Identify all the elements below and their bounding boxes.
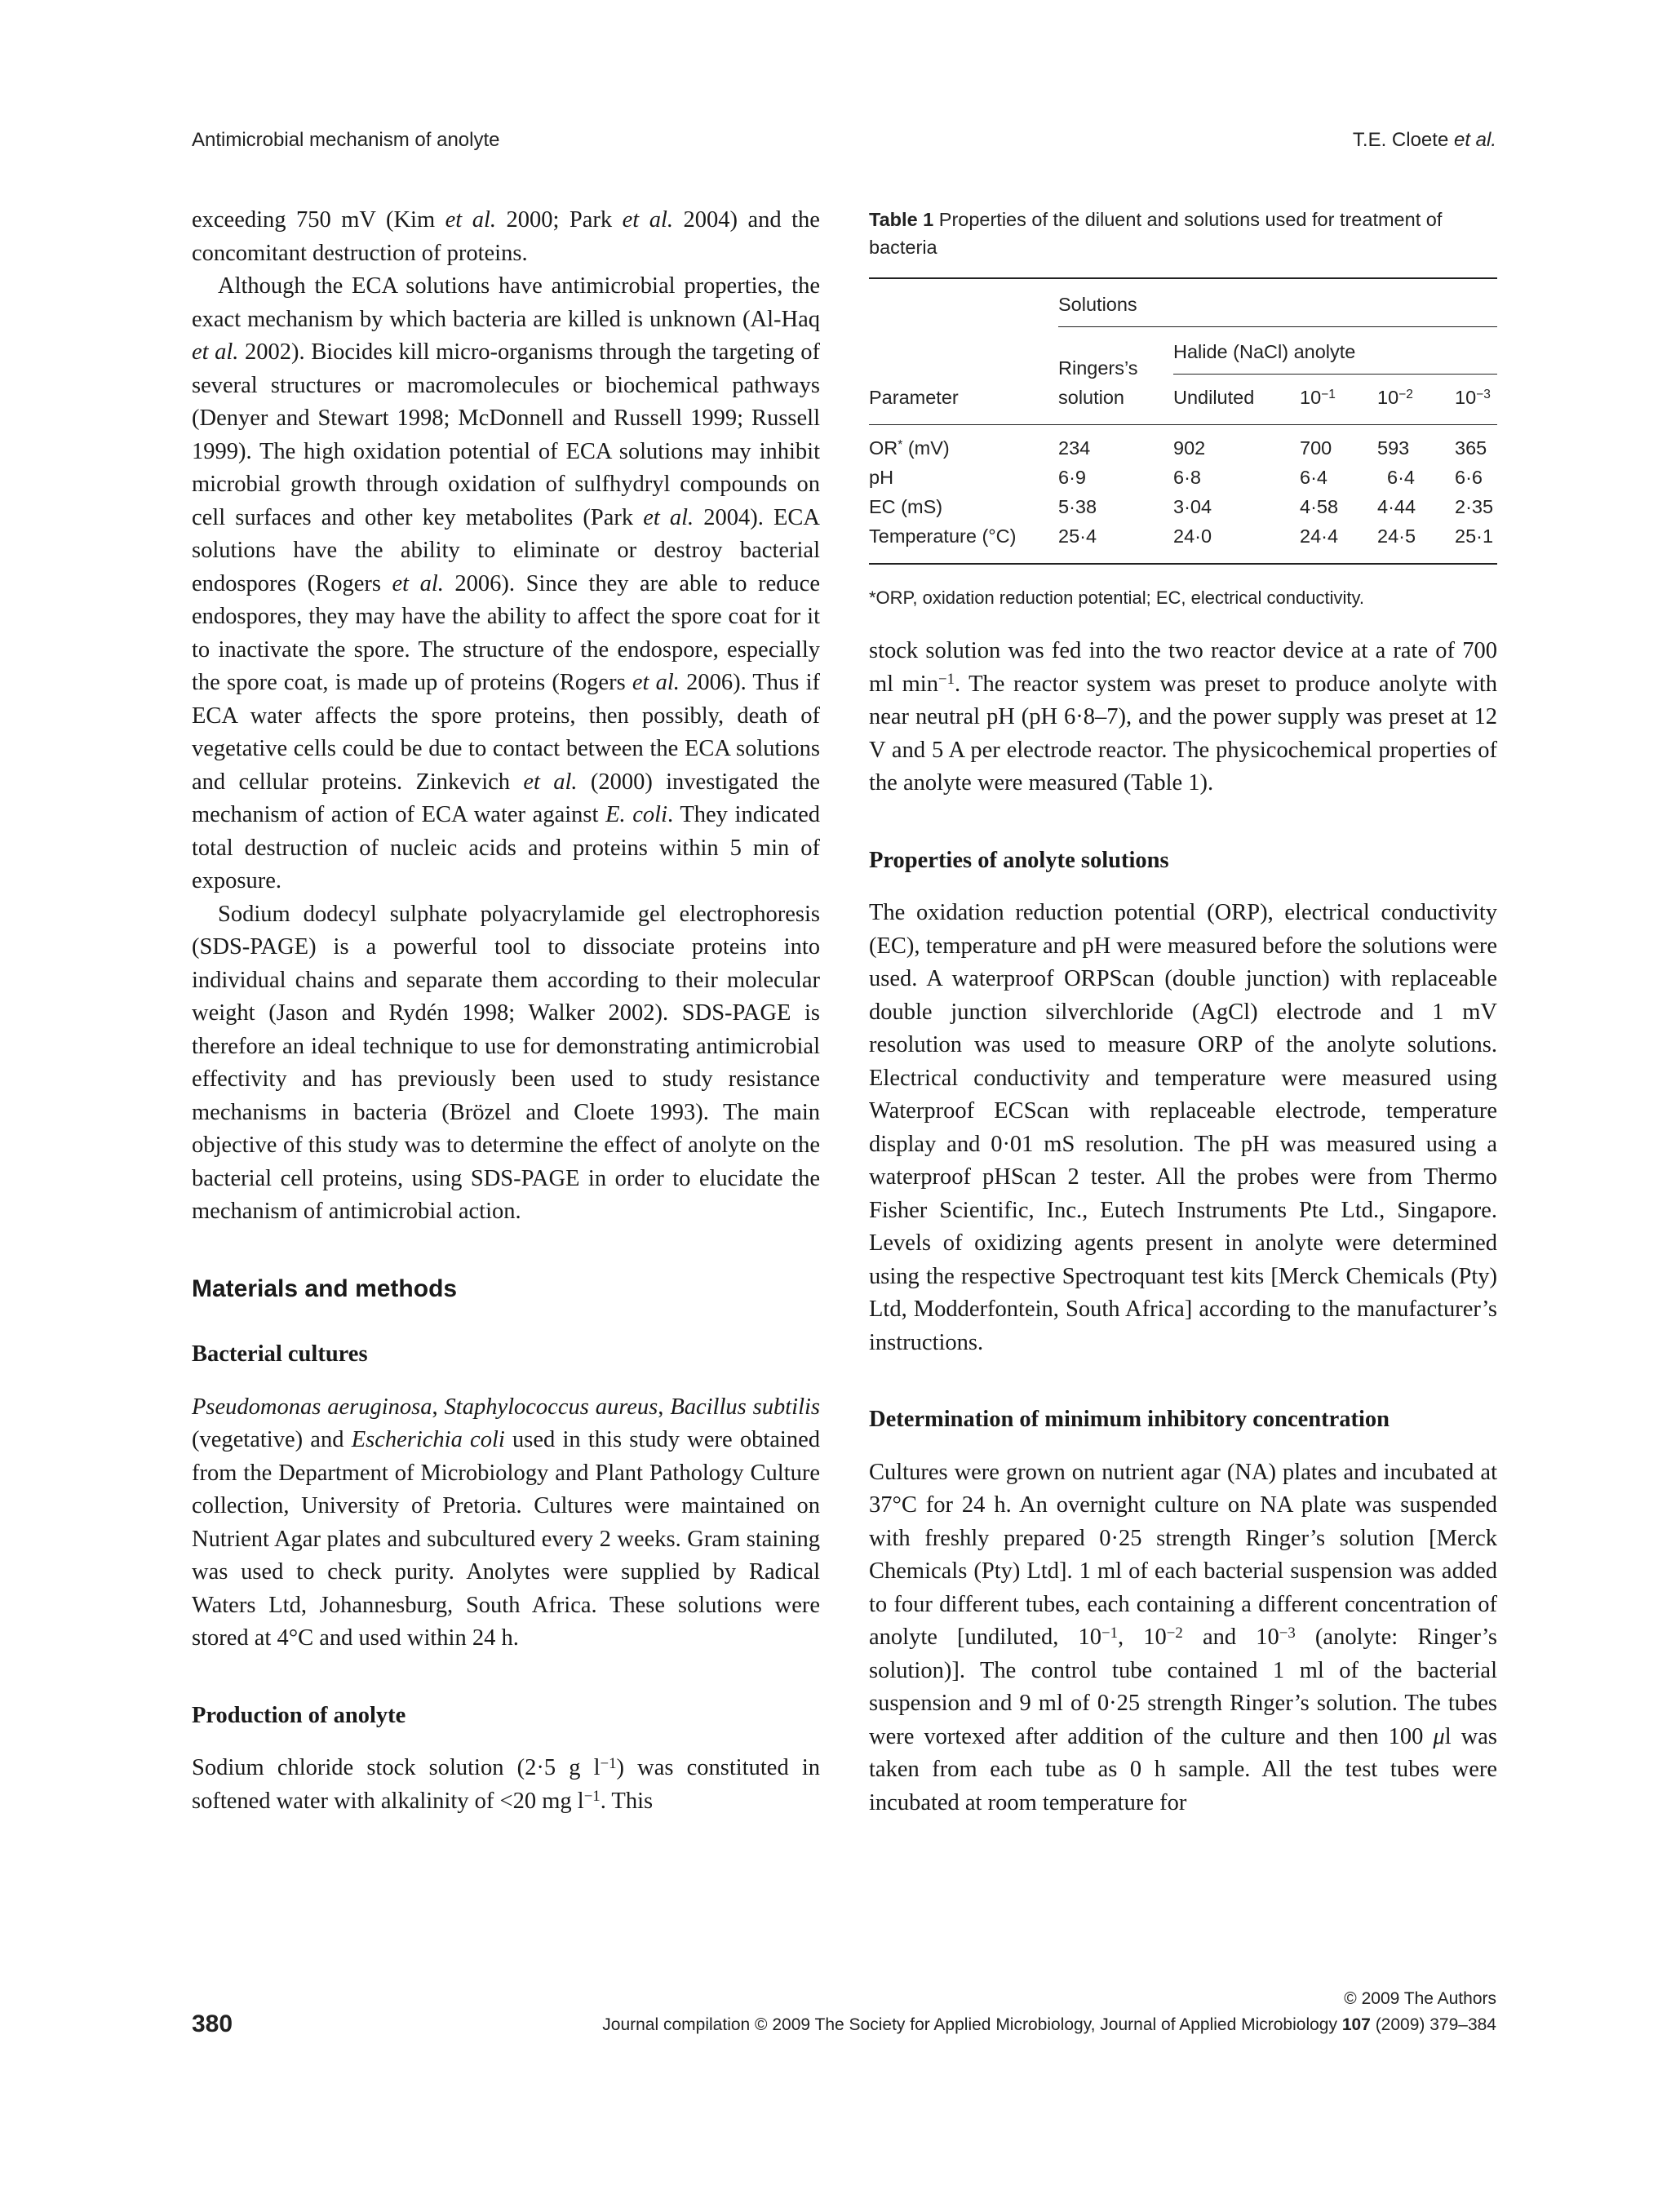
running-title: Antimicrobial mechanism of anolyte	[192, 129, 500, 151]
paragraph: Pseudomonas aeruginosa, Staphylococcus aureus, Bacillus subtilis (vegetative) and Escherichia coli used in this study were obtained from the Department of Microbiology and Plant Pathology Culture collection, University of Pretoria. Cultures were maintained on Nutrient Agar plates and subcultured every 2 weeks. Gram staining was used to check purity. Anolytes were supplied by Radical Waters Ltd, Johannesburg, South Africa. These solutions were stored at 4°C and used within 24 h.	[192, 1394, 821, 1651]
col-header-halide: Halide (NaCl) anolyte	[1173, 341, 1356, 362]
table-cell: 700	[1300, 437, 1332, 459]
table-cell: 4·58	[1300, 496, 1339, 517]
table-cell: 25·1	[1455, 525, 1494, 547]
col-header-parameter: Parameter	[869, 387, 959, 408]
table-1	[869, 206, 1497, 610]
page-number: 380	[192, 2010, 233, 2037]
subsection-heading-mic: Determination of minimum inhibitory concentration	[869, 1407, 1390, 1432]
col-header-dilution-2: $10^{-2}$	[1377, 387, 1413, 408]
table-cell-param: Temperature (°C)	[869, 525, 1017, 547]
section-heading-materials: Materials and methods	[192, 1274, 458, 1302]
left-column	[192, 204, 820, 1818]
paragraph: Sodium chloride stock solution (2·5 g $l^{-1}$) was constituted in softened water with alkalinity of <20 mg $l^{-1}$. This	[192, 1754, 821, 1814]
table-cell: 25·4	[1058, 525, 1097, 547]
subsection-heading-bacterial-cultures: Bacterial cultures	[192, 1341, 368, 1367]
table-cell: 234	[1058, 437, 1091, 459]
table-cell: 6·9	[1058, 467, 1086, 488]
table-cell: 6·4	[1300, 467, 1327, 488]
journal-line: Journal compilation © 2009 The Society for Applied Microbiology, Journal of Applied Microbiology 107 (2009) 379–384	[602, 2015, 1496, 2034]
col-header-solutions: Solutions	[1058, 294, 1137, 315]
copyright-line: © 2009 The Authors	[1344, 1989, 1496, 2008]
table-cell: 593	[1377, 437, 1410, 459]
table-cell: 2·35	[1455, 496, 1494, 517]
table-cell: 24·0	[1173, 525, 1212, 547]
col-header-dilution-3: $10^{-3}$	[1455, 387, 1491, 408]
table-cell: 24·4	[1300, 525, 1339, 547]
table-caption: Table 1 Properties of the diluent and solutions used for treatment of bacteria	[869, 209, 1443, 258]
col-header-ringers-2: solution	[1058, 387, 1124, 408]
table-cell: 6·6	[1455, 467, 1483, 488]
table-body	[869, 277, 1497, 579]
col-header-ringers: Ringers’s	[1058, 357, 1138, 379]
table-cell: 6·4	[1387, 467, 1415, 488]
col-header-dilution-1: $10^{-1}$	[1300, 387, 1336, 408]
paragraph: Cultures were grown on nutrient agar (NA) plates and incubated at 37°C for 24 h. An overnight culture on NA plate was suspended with freshly prepared 0·25 strength Ringer’s solution [Merck Chemicals (Pty) Ltd]. 1 ml of each bacterial suspension was added to four different tubes, each containing a different concentration of anolyte [undiluted, $10^{-1}$, $10^{-2}$ and $10^{-3}$ (anolyte: Ringer’s solution)]. The control tube contained 1 ml of the bacterial suspension and 9 ml of 0·25 strength Ringer’s solution. The tubes were vortexed after addition of the culture and then 100 μl was taken from each tube as 0 h sample. All the test tubes were incubated at room temperature for	[869, 1459, 1498, 1815]
subsection-heading-properties: Properties of anolyte solutions	[869, 847, 1169, 873]
table-cell-param: EC (mS)	[869, 496, 943, 517]
table-cell: 365	[1455, 437, 1487, 459]
table-cell: 4·44	[1377, 496, 1416, 517]
table-cell: 902	[1173, 437, 1206, 459]
col-header-undiluted: Undiluted	[1173, 387, 1255, 408]
paragraph: Sodium dodecyl sulphate polyacrylamide gel electrophoresis (SDS-PAGE) is a powerful tool to dissociate proteins into individual chains and separate them according to their molecular weight (Jason and Rydén 1998; Walker 2002). SDS-PAGE is therefore an ideal technique to use for demonstrating antimicrobial effectivity and has previously been used to study resistance mechanisms in bacteria (Brözel and Cloete 1993). The main objective of this study was to determine the effect of anolyte on the bacterial cell proteins, using SDS-PAGE in order to elucidate the mechanism of antimicrobial action.	[192, 901, 820, 1224]
subsection-heading-production: Production of anolyte	[192, 1702, 406, 1728]
paragraph: exceeding 750 mV (Kim et al. 2000; Park et al. 2004) and the concomitant destruction of proteins.	[192, 207, 820, 266]
paragraph: The oxidation reduction potential (ORP), electrical conductivity (EC), temperature and pH were measured before the solutions were used. A waterproof ORPScan (double junction) with replaceable double junction silverchloride (AgCl) electrode and 1 mV resolution was used to measure ORP of the anolyte solutions. Electrical conductivity and temperature were measured using Waterproof ECScan with replaceable electrode, temperature display and 0·01 mS resolution. The pH was measured using a waterproof pHScan 2 tester. All the probes were from Thermo Fisher Scientific, Inc., Eutech Instruments Pte Ltd., Singapore. Levels of oxidizing agents present in anolyte were determined using the respective Spectroquant test kits [Merck Chemicals (Pty) Ltd, Modderfontein, South Africa] according to the manufacturer’s instructions.	[869, 900, 1497, 1355]
running-authors: T.E. Cloete et al.	[1352, 129, 1496, 151]
paragraph: Although the ECA solutions have antimicrobial properties, the exact mechanism by which bacteria are killed is unknown (Al-Haq et al. 2002). Biocides kill micro-organisms through the targeting of several structures or macromolecules or biochemical pathways (Denyer and Stewart 1998; McDonnell and Russell 1999; Russell 1999). The high oxidation potential of ECA solutions may inhibit microbial growth through oxidation of sulfhydryl compounds on cell surfaces and other key metabolites (Park et al. 2004). ECA solutions have the ability to eliminate or destroy bacterial endospores (Rogers et al. 2006). Since they are able to reduce endospores, they may have the ability to affect the spore coat for it to inactivate the spore. The structure of the endospore, especially the spore coat, is made up of proteins (Rogers et al. 2006). Thus if ECA water affects the spore proteins, then possibly, death of vegetative cells could be due to contact between the ECA solutions and cellular proteins. Zinkevich et al. (2000) investigated the mechanism of action of ECA water against E. coli. They indicated total destruction of nucleic acids and proteins within 5 min of exposure.	[192, 273, 821, 893]
table-cell: 3·04	[1173, 496, 1212, 517]
paragraph: stock solution was fed into the two reactor device at a rate of 700 ml $\min^{-1}$. The reactor system was preset to produce anolyte with near neutral pH (pH 6·8–7), and the power supply was preset at 12 V and 5 A per electrode reactor. The physicochemical properties of the anolyte were measured (Table 1).	[869, 638, 1497, 796]
right-column	[869, 635, 1497, 1820]
table-cell: 5·38	[1058, 496, 1097, 517]
table-cell-param: OR* (mV)	[869, 437, 950, 459]
table-cell: 6·8	[1173, 467, 1201, 488]
table-cell: 24·5	[1377, 525, 1416, 547]
table-cell-param: pH	[869, 467, 894, 488]
table-footnote: *ORP, oxidation reduction potential; EC, electrical conductivity.	[869, 587, 1364, 608]
